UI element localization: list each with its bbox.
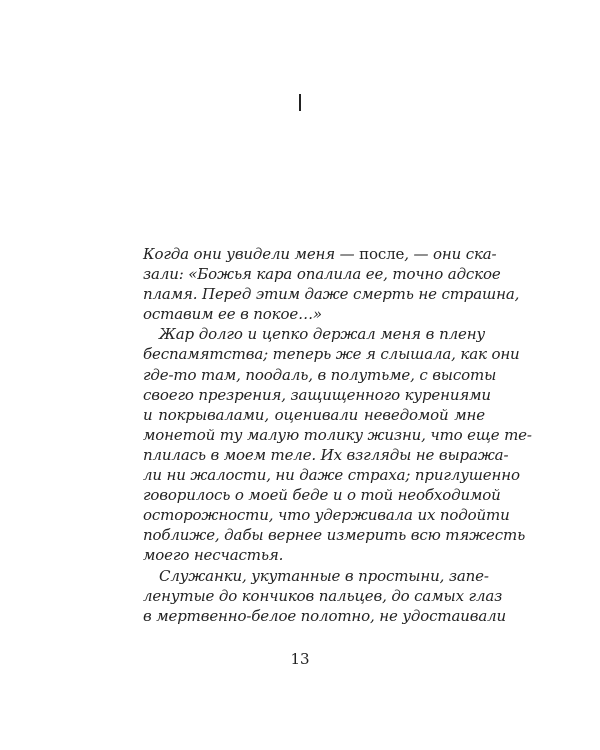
text-line: ли ни жалости, ни даже страха; приглушенно: [143, 466, 520, 485]
text-line: зали: «Божья кара опалила ее, точно адское: [143, 265, 501, 284]
text-line: моего несчастья.: [143, 546, 284, 565]
text-line: монетой ту малую толику жизни, что еще те-: [143, 425, 532, 444]
text-line: плилась в моем теле. Их взгляды не выража-: [143, 445, 509, 464]
text-line: своего презрения, защищенного курениями: [143, 385, 491, 404]
chapter-number-mark: [299, 94, 301, 111]
text-line: Когда они увидели меня — после, — они ска-: [143, 245, 497, 263]
text-line: ленутые до кончиков пальцев, до самых глаз: [143, 586, 503, 605]
body-text: [143, 244, 532, 626]
text-line: беспамятства; теперь же я слышала, как они: [143, 345, 520, 364]
text-line: в мертвенно-белое полотно, не удостаивали: [143, 606, 507, 625]
text-line: Служанки, укутанные в простыни, запе-: [159, 566, 489, 585]
text-line: оставим ее в покое…»: [143, 305, 322, 324]
text-line: пламя. Перед этим даже смерть не страшна,: [143, 285, 520, 304]
text-line: осторожности, что удерживала их подойти: [143, 506, 510, 525]
emphasized-word: после: [359, 245, 405, 263]
text-line: Жар долго и цепко держал меня в плену: [159, 325, 485, 344]
text-line: поближе, дабы вернее измерить всю тяжесть: [143, 526, 526, 545]
text-line: говорилось о моей беде и о той необходимой: [143, 486, 501, 505]
page-number: 13: [290, 650, 310, 668]
text-line: и покрывалами, оценивали неведомой мне: [143, 405, 485, 424]
text-line: где-то там, поодаль, в полутьме, с высоты: [143, 365, 497, 384]
